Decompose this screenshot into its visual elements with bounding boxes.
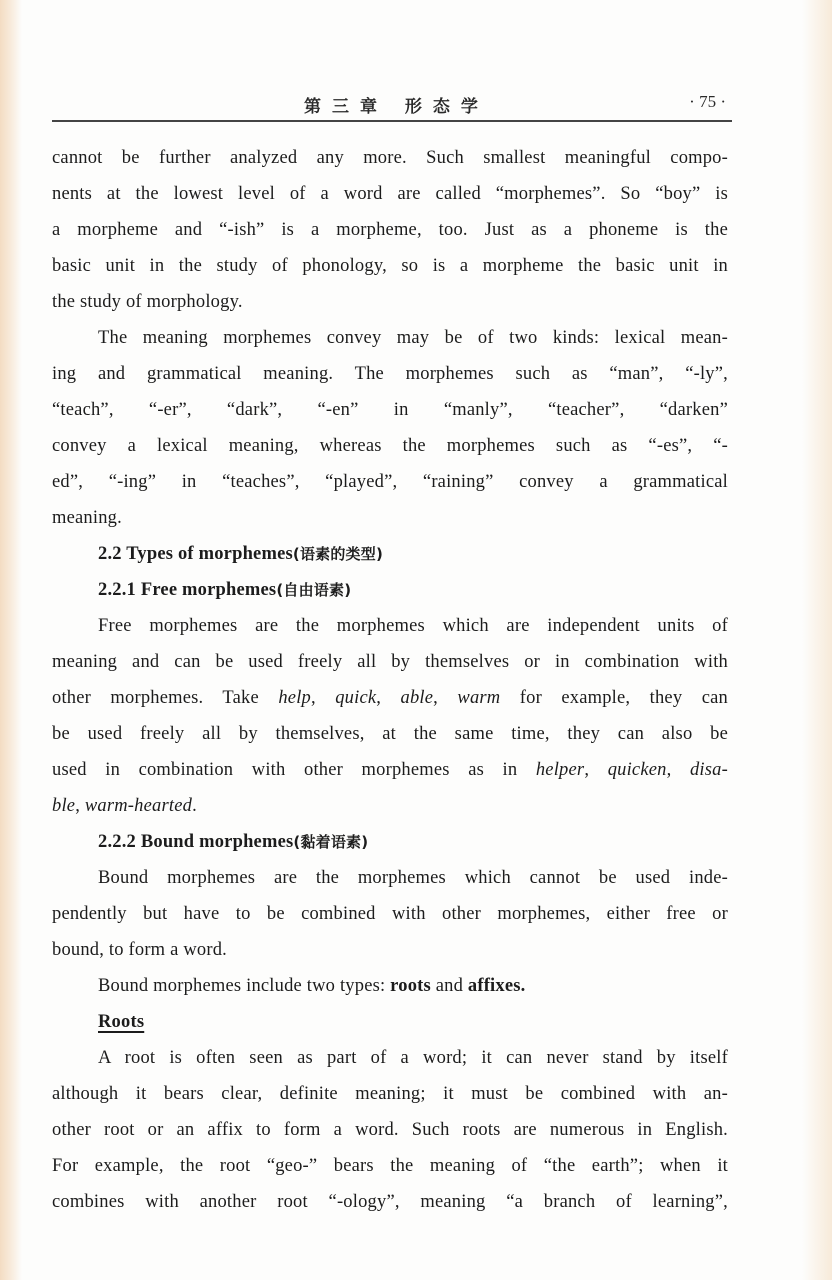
paragraph-continued bbox=[52, 140, 728, 320]
text-line: bound, to form a word. bbox=[52, 940, 227, 960]
chapter-title: 第三章 形态学 bbox=[304, 97, 489, 117]
text-line: For example, the root “geo-” bears the meaning of “the earth”; when it bbox=[52, 1156, 728, 1176]
page-edge-shadow-left bbox=[0, 0, 22, 1280]
text-span: used in combination with other morphemes as in bbox=[52, 760, 536, 780]
example-word: helper bbox=[535, 760, 585, 780]
paragraph-free-morphemes bbox=[52, 608, 728, 824]
example-word: quick bbox=[335, 688, 377, 708]
page-body bbox=[52, 140, 728, 1220]
text-line: ed”, “-ing” in “teaches”, “played”, “raining” convey a grammatical bbox=[52, 472, 728, 492]
text-line: cannot be further analyzed any more. Such smallest meaningful compo- bbox=[52, 148, 728, 168]
text-line: other root or an affix to form a word. Such roots are numerous in English. bbox=[52, 1120, 728, 1140]
section-title-chinese: (自由语素) bbox=[276, 581, 352, 599]
paragraph-meaning-kinds bbox=[52, 320, 728, 536]
section-heading-2-2-1 bbox=[52, 572, 728, 608]
text-line: ing and grammatical meaning. The morphemes such as “man”, “-ly”, bbox=[52, 364, 728, 384]
text-span: and bbox=[430, 976, 468, 996]
section-title: Types of morphemes bbox=[126, 544, 293, 564]
text-span: , bbox=[584, 760, 608, 780]
text-span: , bbox=[376, 688, 401, 708]
text-line: pendently but have to be combined with other morphemes, either free or bbox=[52, 904, 728, 924]
text-line: be used freely all by themselves, at the same time, they can also be bbox=[52, 724, 728, 744]
text-line: nents at the lowest level of a word are called “morphemes”. So “boy” is bbox=[52, 184, 728, 204]
text-span: Bound morphemes include two types: bbox=[98, 976, 391, 996]
text-span: other morphemes. Take bbox=[52, 688, 279, 708]
text-span: . bbox=[192, 796, 197, 816]
text-line: convey a lexical meaning, whereas the morphemes such as “-es”, “- bbox=[52, 436, 728, 456]
section-heading-2-2-2 bbox=[52, 824, 728, 860]
text-span: , bbox=[433, 688, 458, 708]
page-edge-shadow-right bbox=[802, 0, 832, 1280]
section-title-chinese: (语素的类型) bbox=[292, 545, 384, 563]
text-line: The meaning morphemes convey may be of two kinds: lexical mean- bbox=[98, 328, 728, 348]
example-word: ble bbox=[52, 796, 76, 816]
text-line: Free morphemes are the morphemes which are independent units of bbox=[98, 616, 728, 636]
paragraph-bound-morphemes bbox=[52, 860, 728, 968]
paragraph-bound-types bbox=[52, 968, 728, 1004]
example-word: help bbox=[278, 688, 311, 708]
text-line: the study of morphology. bbox=[52, 292, 243, 312]
text-line bbox=[52, 680, 728, 716]
text-span: , bbox=[75, 796, 85, 816]
running-header bbox=[52, 90, 732, 124]
header-rule bbox=[52, 120, 732, 122]
text-line: although it bears clear, definite meaning; it must be combined with an- bbox=[52, 1084, 728, 1104]
section-title: Bound morphemes bbox=[140, 832, 294, 852]
text-line: “teach”, “-er”, “dark”, “-en” in “manly”, “teacher”, “darken” bbox=[52, 400, 728, 420]
section-number: 2.2.2 bbox=[98, 832, 136, 852]
example-word: able bbox=[400, 688, 434, 708]
text-line: combines with another root “-ology”, meaning “a branch of learning”, bbox=[52, 1192, 728, 1212]
text-line: meaning and can be used freely all by themselves or in combination with bbox=[52, 652, 728, 672]
text-line: A root is often seen as part of a word; it can never stand by itself bbox=[98, 1048, 728, 1068]
paragraph-roots bbox=[52, 1040, 728, 1220]
section-title: Free morphemes bbox=[140, 580, 277, 600]
example-word: disa- bbox=[689, 760, 728, 780]
example-word: warm-hearted bbox=[84, 796, 193, 816]
text-line: Bound morphemes are the morphemes which cannot be used inde- bbox=[98, 868, 728, 888]
section-title-chinese: (黏着语素) bbox=[293, 833, 369, 851]
example-word: quicken bbox=[607, 760, 667, 780]
example-word: warm bbox=[457, 688, 501, 708]
section-heading-2-2 bbox=[52, 536, 728, 572]
text-span: for example, they can bbox=[500, 688, 728, 708]
section-number: 2.2 bbox=[98, 544, 122, 564]
roots-heading: Roots bbox=[98, 1012, 145, 1032]
term-affixes: affixes. bbox=[467, 976, 526, 996]
page-number: · 75 · bbox=[689, 92, 726, 111]
text-span: , bbox=[666, 760, 690, 780]
section-number: 2.2.1 bbox=[98, 580, 136, 600]
text-line bbox=[52, 752, 728, 788]
text-span: , bbox=[310, 688, 336, 708]
text-line: a morpheme and “-ish” is a morpheme, too. Just as a phoneme is the bbox=[52, 220, 728, 240]
text-line: basic unit in the study of phonology, so is a morpheme the basic unit in bbox=[52, 256, 728, 276]
text-line bbox=[52, 788, 728, 824]
term-roots: roots bbox=[390, 976, 431, 996]
text-line: meaning. bbox=[52, 508, 122, 528]
